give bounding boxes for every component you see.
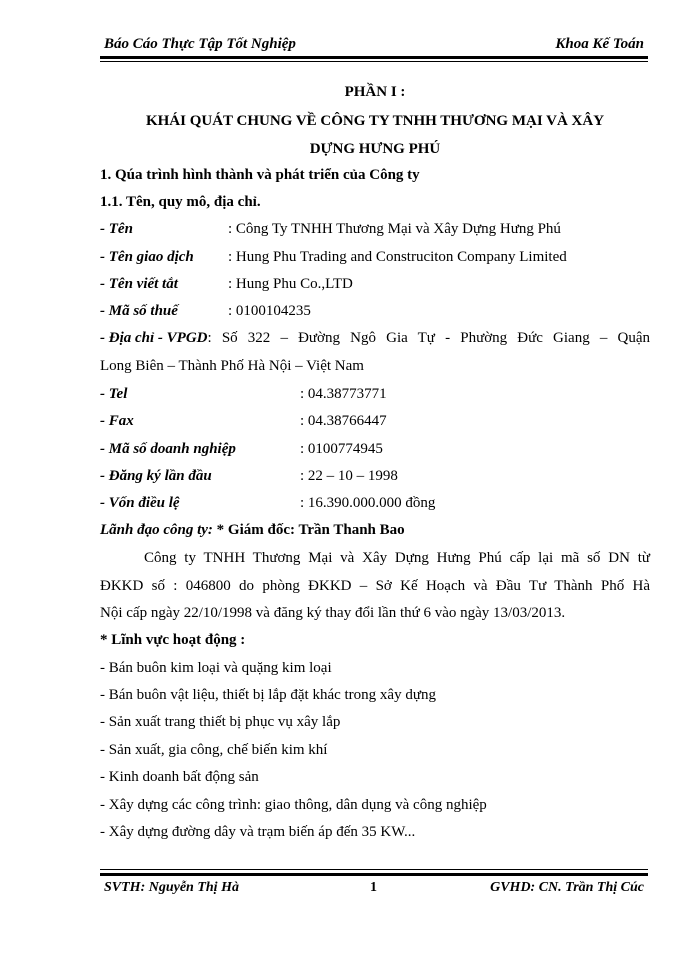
- info-label: - Tên giao dịch: [100, 249, 194, 265]
- leader-row: [100, 522, 650, 539]
- info-row-business-code: [100, 441, 650, 458]
- leader-value: * Giám đốc: Trần Thanh Bao: [212, 522, 405, 538]
- page-number: 1: [370, 880, 377, 895]
- chapter-title-line2: DỰNG HƯNG PHÚ: [309, 141, 441, 157]
- info-label: - Fax: [100, 413, 134, 429]
- header-left: Báo Cáo Thực Tập Tốt Nghiệp: [104, 36, 296, 52]
- info-row-name: [100, 221, 650, 238]
- address-line2: Long Biên – Thành Phố Hà Nội – Việt Nam: [100, 358, 364, 374]
- info-value: : Hung Phu Co.,LTD: [228, 276, 353, 292]
- info-value: : 22 – 10 – 1998: [300, 468, 398, 484]
- paragraph-line2: ĐKKD số : 046800 do phòng ĐKKD – Sở Kế Hoạch và Đầu Tư Thành Phố Hà: [100, 578, 650, 594]
- part-title: PHẦN I :: [344, 84, 406, 100]
- footer-student: SVTH: Nguyễn Thị Hà: [104, 880, 239, 895]
- header-rule-thin: [100, 61, 648, 62]
- section-heading-1: 1. Qúa trình hình thành và phát triển của Công ty: [100, 167, 420, 183]
- info-label: - Tel: [100, 386, 128, 402]
- section-heading-1-1: 1.1. Tên, quy mô, địa chỉ.: [100, 194, 261, 210]
- address-label: - Địa chỉ - VPGD: [100, 330, 208, 346]
- paragraph-line3: Nội cấp ngày 22/10/1998 và đăng ký thay đổi lần thứ 6 vào ngày 13/03/2013.: [100, 605, 566, 621]
- activities-heading: * Lĩnh vực hoạt động :: [100, 632, 246, 648]
- leader-label: Lãnh đạo công ty:: [100, 522, 213, 538]
- page-header: [100, 32, 648, 58]
- paragraph-line1: Công ty TNHH Thương Mại và Xây Dựng Hưng Phú cấp lại mã số DN từ: [144, 550, 650, 566]
- chapter-title-line1: KHÁI QUÁT CHUNG VỀ CÔNG TY TNHH THƯƠNG MẠI VÀ XÂY: [145, 113, 605, 129]
- info-value: : Hung Phu Trading and Construciton Company Limited: [228, 249, 567, 265]
- footer-rule-thick: [100, 873, 648, 876]
- info-value: : 04.38766447: [300, 413, 387, 429]
- activity-item: - Bán buôn vật liệu, thiết bị lắp đặt khác trong xây dựng: [100, 687, 436, 703]
- info-row-tax-code: [100, 303, 650, 320]
- info-label: - Đăng ký lần đầu: [100, 468, 212, 484]
- address-line1: [100, 330, 650, 347]
- info-label: - Tên viết tắt: [100, 276, 178, 292]
- info-row-short-name: [100, 276, 650, 293]
- info-label: - Mã số thuế: [100, 303, 178, 319]
- header-right: Khoa Kế Toán: [555, 36, 644, 52]
- info-label: - Vốn điều lệ: [100, 495, 180, 511]
- activity-item: - Sản xuất trang thiết bị phục vụ xây lắp: [100, 714, 341, 730]
- activity-item: - Xây dựng các công trình: giao thông, dân dụng và công nghiệp: [100, 797, 487, 813]
- activity-item: - Kinh doanh bất động sản: [100, 769, 259, 785]
- info-row-tel: [100, 386, 650, 403]
- info-value: : Công Ty TNHH Thương Mại và Xây Dựng Hưng Phú: [228, 221, 561, 237]
- footer-rule-thin: [100, 869, 648, 870]
- info-label: - Mã số doanh nghiệp: [100, 441, 236, 457]
- info-value: : 0100104235: [228, 303, 311, 319]
- activity-item: - Xây dựng đường dây và trạm biến áp đến 35 KW...: [100, 824, 416, 840]
- address-value: : Số 322 – Đường Ngô Gia Tự - Phường Đức Giang – Quận: [207, 330, 650, 346]
- info-label: - Tên: [100, 221, 133, 237]
- info-row-trade-name: [100, 249, 650, 266]
- info-row-charter-capital: [100, 495, 650, 512]
- header-rule-thick: [100, 56, 648, 59]
- info-value: : 04.38773771: [300, 386, 387, 402]
- info-row-fax: [100, 413, 650, 430]
- info-value: : 16.390.000.000 đồng: [300, 495, 436, 511]
- footer-supervisor: GVHD: CN. Trần Thị Cúc: [490, 880, 644, 895]
- page-footer: [100, 880, 648, 900]
- info-value: : 0100774945: [300, 441, 383, 457]
- activity-item: - Bán buôn kim loại và quặng kim loại: [100, 660, 332, 676]
- info-row-first-registration: [100, 468, 650, 485]
- activity-item: - Sản xuất, gia công, chế biến kim khí: [100, 742, 328, 758]
